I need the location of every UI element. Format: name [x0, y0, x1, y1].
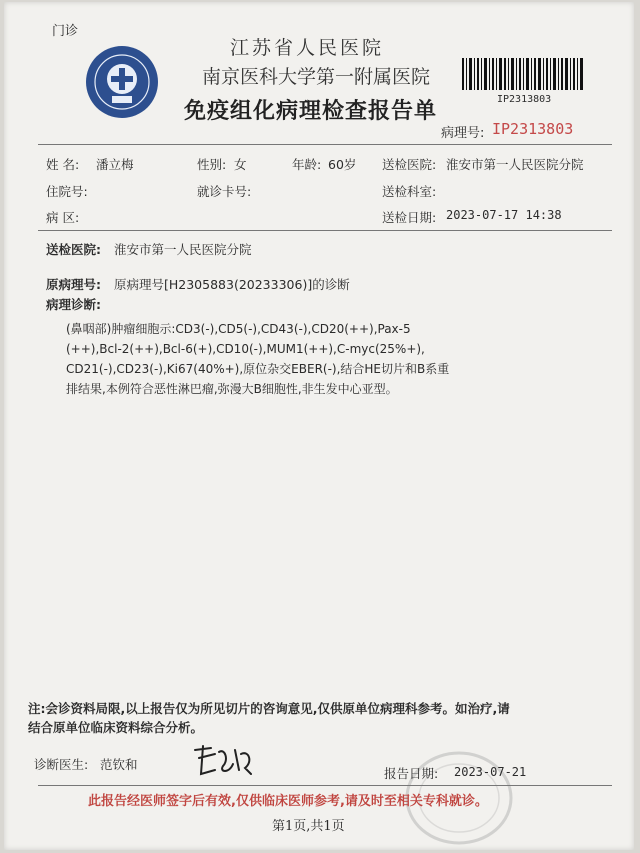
disclaimer-line: 注:会诊资料局限,以上报告仅为所见切片的咨询意见,仅供原单位病理科参考。如治疗,请 — [28, 701, 510, 716]
divider-bottom — [38, 785, 612, 786]
section-hospital-label: 送检医院: — [46, 242, 101, 257]
report-date-label: 报告日期: — [384, 766, 439, 781]
card-number-label: 就诊卡号: — [197, 184, 252, 199]
diagnosis-text — [66, 319, 586, 399]
patient-name: 潘立梅 — [96, 157, 134, 172]
hospital-name-province: 江苏省人民医院 — [230, 37, 385, 59]
hospital-logo-icon — [84, 44, 160, 120]
name-label: 姓 名: — [46, 157, 80, 172]
doctor-name: 范钦和 — [100, 757, 138, 772]
patient-age: 60岁 — [328, 157, 357, 172]
divider-top — [38, 144, 612, 145]
diagnosis-line: 排结果,本例符合恶性淋巴瘤,弥漫大B细胞性,非生发中心亚型。 — [66, 382, 398, 396]
disclaimer-line: 结合原单位临床资料综合分析。 — [28, 720, 204, 735]
report-sheet — [4, 2, 634, 850]
barcode-number: IP2313803 — [497, 94, 552, 105]
sending-department-label: 送检科室: — [382, 184, 437, 199]
barcode-icon — [462, 58, 584, 90]
section-hospital: 淮安市第一人民医院分院 — [114, 242, 252, 257]
divider-middle — [38, 230, 612, 231]
signature-icon — [189, 740, 259, 780]
ward-label: 病 区: — [46, 210, 80, 225]
age-label: 年龄: — [292, 157, 322, 172]
sending-date: 2023-07-17 14:38 — [446, 208, 562, 222]
page-number: 第1页,共1页 — [272, 819, 345, 834]
report-title: 免疫组化病理检查报告单 — [184, 98, 438, 124]
diagnosis-line: (鼻咽部)肿瘤细胞示:CD3(-),CD5(-),CD43(-),CD20(++),Pax-5 — [66, 322, 411, 336]
report-date: 2023-07-21 — [454, 765, 527, 779]
diagnosis-line: CD21(-),CD23(-),Ki67(40%+),原位杂交EBER(-),结合HE切片和B系重 — [66, 362, 450, 376]
pathology-number-label: 病理号: — [441, 126, 485, 141]
pathology-number: IP2313803 — [492, 120, 574, 138]
hospital-name-university: 南京医科大学第一附属医院 — [202, 66, 431, 88]
inpatient-number-label: 住院号: — [46, 184, 88, 199]
validity-warning: 此报告经医师签字后有效,仅供临床医师参考,请及时至相关专科就诊。 — [88, 794, 488, 809]
sending-hospital-label: 送检医院: — [382, 157, 437, 172]
doctor-label: 诊断医生: — [34, 757, 89, 772]
diagnosis-line: (++),Bcl-2(++),Bcl-6(+),CD10(-),MUM1(++),C-myc(25%+), — [66, 342, 425, 356]
disclaimer-note — [28, 699, 618, 737]
diagnosis-label: 病理诊断: — [46, 297, 101, 312]
original-pathology: 原病理号[H2305883(20233306)]的诊断 — [114, 277, 350, 292]
original-pathology-label: 原病理号: — [46, 277, 101, 292]
sex-label: 性别: — [197, 157, 227, 172]
sending-hospital: 淮安市第一人民医院分院 — [446, 157, 584, 172]
patient-sex: 女 — [234, 157, 247, 172]
clinic-type: 门诊 — [52, 24, 79, 39]
sending-date-label: 送检日期: — [382, 210, 437, 225]
